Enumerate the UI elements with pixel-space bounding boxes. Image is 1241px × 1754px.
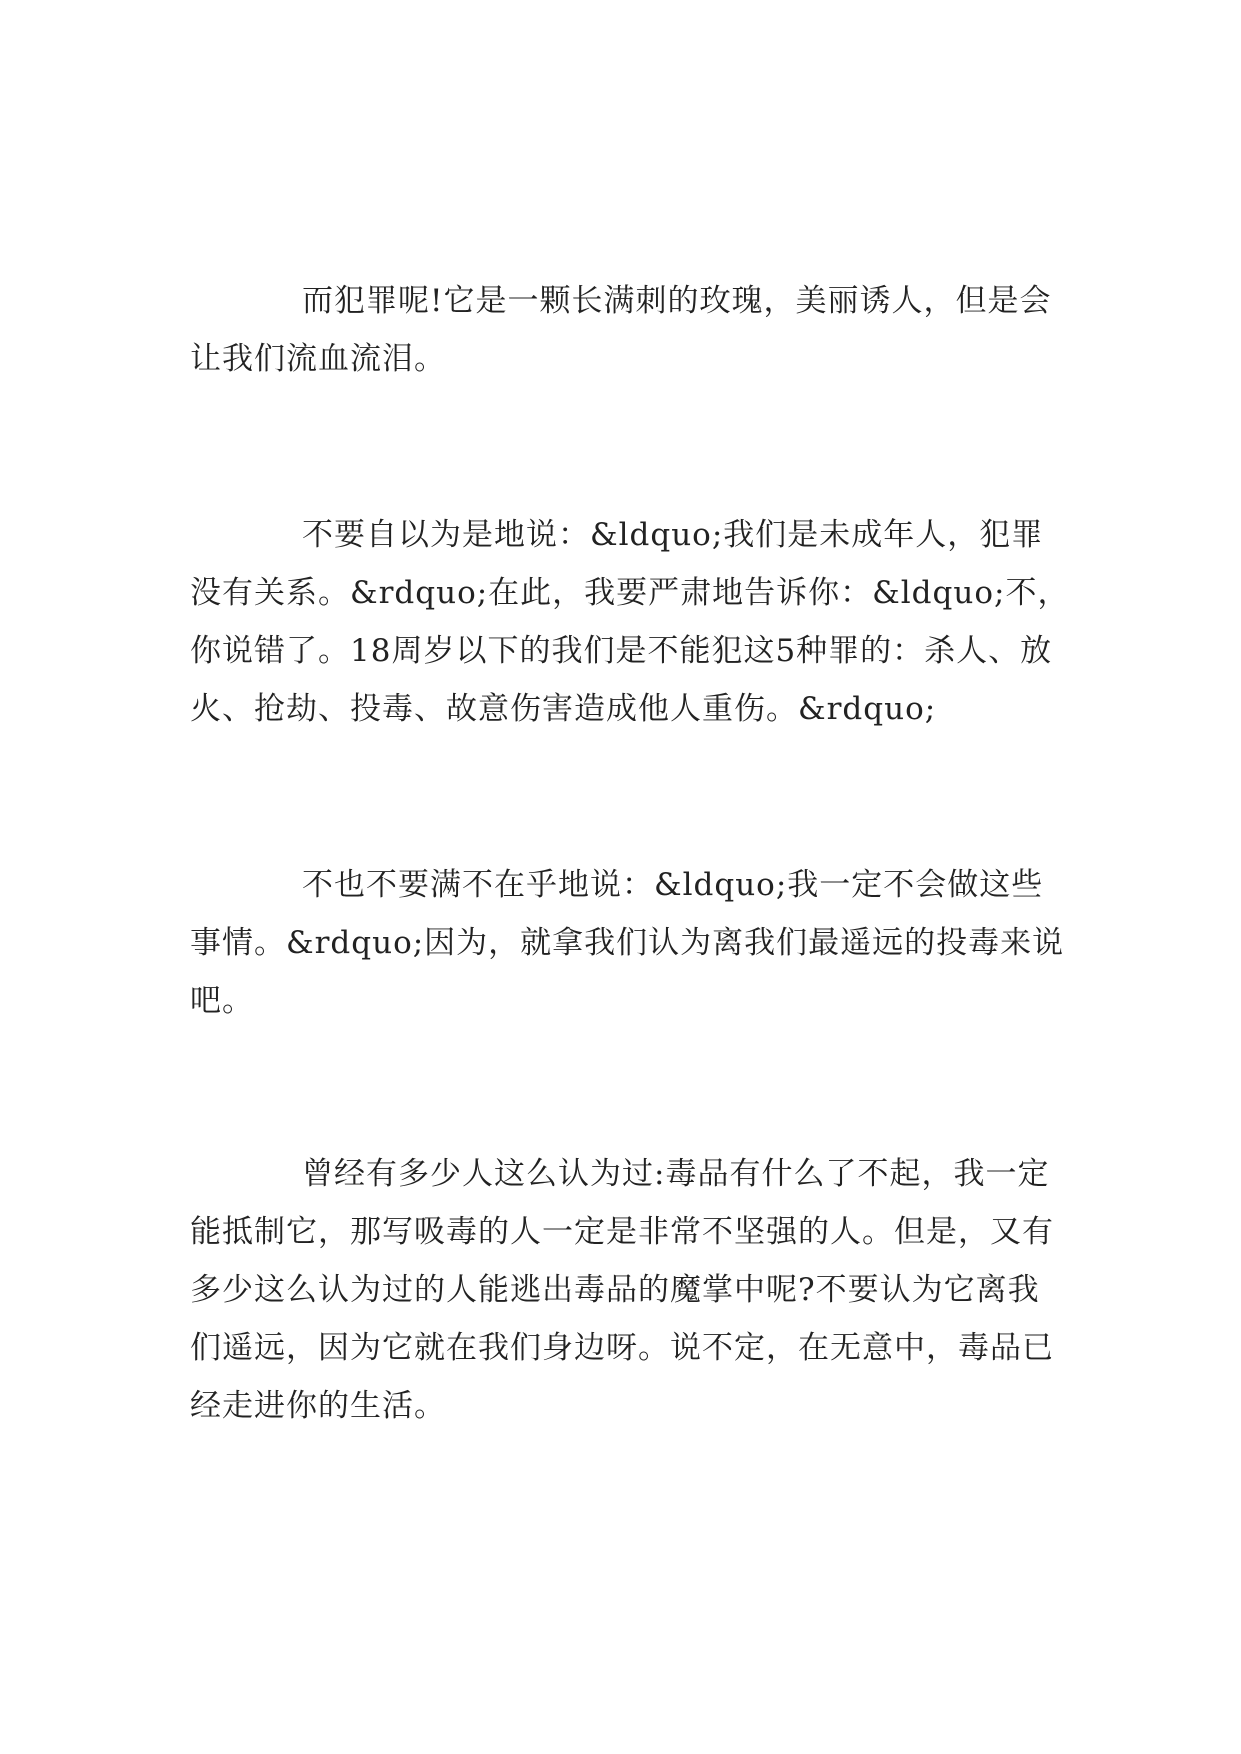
paragraph-drugs: 曾经有多少人这么认为过:毒品有什么了不起，我一定能抵制它，那写吸毒的人一定是非常不坚强的人。但是，又有多少这么认为过的人能逃出毒品的魔掌中呢?不要认为它离我们遥远，因为它就在我们身边呀。说不定，在无意中，毒品已经走进你的生活。 bbox=[190, 1156, 1054, 1424]
paragraph-minor-crimes: 不要自以为是地说：&ldquo;我们是未成年人，犯罪没有关系。&rdquo;在此，我要严肃地告诉你：&ldquo;不，你说错了。18周岁以下的我们是不能犯这5种罪的：杀人、放火、抢劫、投毒、故意伤害造成他人重伤。&rdquo; bbox=[190, 517, 1070, 727]
paragraph-dont-be-careless: 不也不要满不在乎地说：&ldquo;我一定不会做这些事情。&rdquo;因为，就拿我们认为离我们最遥远的投毒来说吧。 bbox=[190, 867, 1065, 1019]
paragraph-crime-rose: 而犯罪呢!它是一颗长满刺的玫瑰，美丽诱人，但是会让我们流血流泪。 bbox=[190, 283, 1052, 377]
